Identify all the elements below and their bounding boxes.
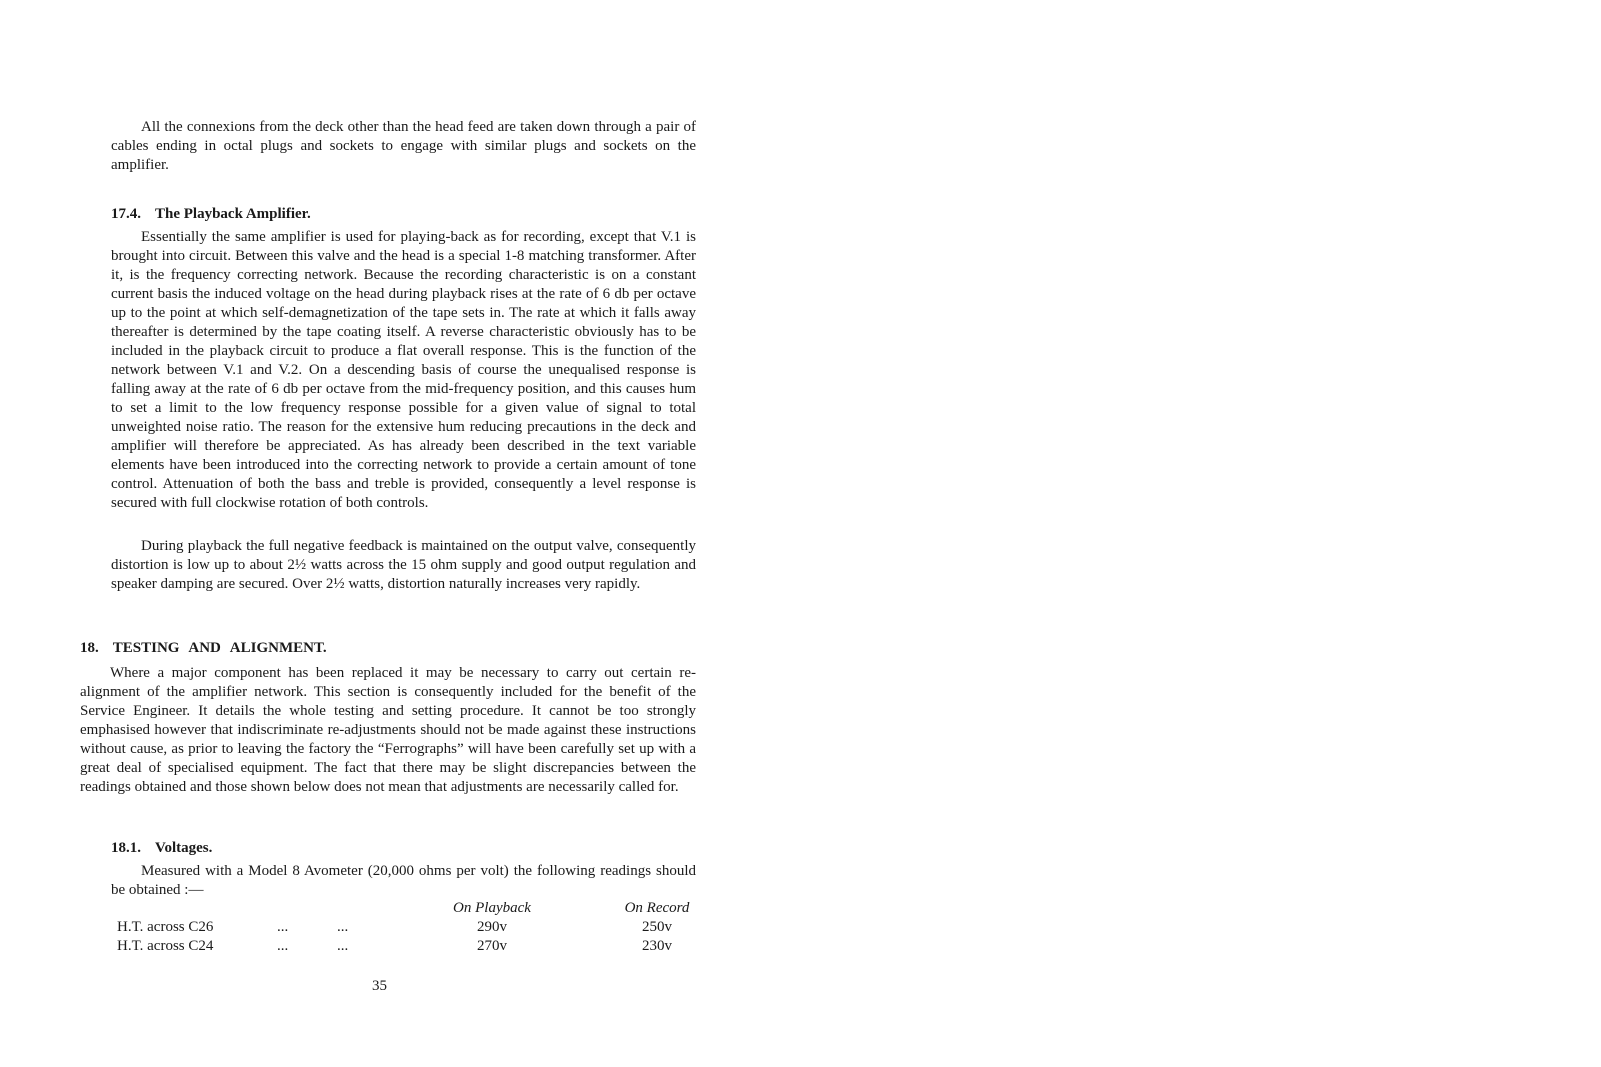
section-18-1-heading: [111, 840, 212, 857]
voltage-table: [117, 899, 747, 956]
section-number: 18.: [80, 640, 99, 656]
leader-dots: ...: [337, 919, 349, 935]
row-label: H.T. across C26: [117, 919, 214, 935]
intro-paragraph: All the connexions from the deck other than the head feed are taken down through a pair of cables ending in octal plugs and sockets to engage with similar plugs and sockets on the amplifier.: [111, 119, 696, 173]
section-title: The Playback Amplifier.: [155, 206, 311, 222]
playback-value: 270v: [477, 938, 507, 954]
leader-dots: ...: [277, 938, 289, 954]
leader-dots: ...: [337, 938, 349, 954]
table-row: [117, 937, 747, 956]
table-row: [117, 918, 747, 937]
row-label: H.T. across C24: [117, 938, 214, 954]
section-18-heading: [80, 640, 327, 657]
col-header-playback: On Playback: [453, 900, 531, 916]
record-value: 230v: [642, 938, 672, 954]
table-header-row: [117, 899, 747, 918]
playback-value: 290v: [477, 919, 507, 935]
playback-paragraph-1: Essentially the same amplifier is used for playing-back as for recording, except that V.1 is brought into circuit. Between this valve and the head is a special 1-8 matching transformer. After it, is the frequency correcting network. Because the recording characteristic is on a constant current basis the induced voltage on the head during playback rises at the rate of 6 db per octave up to the point at which self-demagnetization of the tape sets in. The rate at which it falls away thereafter is determined by the tape coating itself. A reverse characteristic obviously has to be included in the playback circuit to produce a flat overall response. This is the function of the network between V.1 and V.2. On a descending basis of course the unequalised response is falling away at the rate of 6 db per octave from the mid-frequency position, and this causes hum to set a limit to the low frequency response possible for a given value of signal to total unweighted noise ratio. The reason for the extensive hum reducing precautions in the deck and amplifier will therefore be appreciated. As has already been described in the text variable elements have been introduced into the correcting network to provide a certain amount of tone control. Attenuation of both the bass and treble is provided, consequently a level response is secured with full clockwise rotation of both controls.: [111, 229, 696, 511]
leader-dots: ...: [277, 919, 289, 935]
voltages-paragraph: Measured with a Model 8 Avometer (20,000 ohms per volt) the following readings should be obtained :—: [111, 863, 696, 898]
col-header-record: On Record: [624, 900, 690, 916]
section-title: Voltages.: [155, 840, 213, 856]
playback-paragraph-2: During playback the full negative feedback is maintained on the output valve, consequently distortion is low up to about 2½ watts across the 15 ohm supply and good output regulation and speaker damping are secured. Over 2½ watts, distortion naturally increases very rapidly.: [111, 538, 696, 592]
record-value: 250v: [642, 919, 672, 935]
section-number: 18.1.: [111, 840, 141, 856]
page-number: 35: [372, 978, 387, 994]
section-title: TESTING AND ALIGNMENT.: [112, 640, 327, 656]
section-number: 17.4.: [111, 206, 141, 222]
testing-paragraph: Where a major component has been replaced it may be necessary to carry out certain re-alignment of the amplifier network. This section is consequently included for the benefit of the Service Engineer. It details the whole testing and setting procedure. It cannot be too strongly emphasised however that indiscriminate re-adjustments should not be made against these instructions without cause, as prior to leaving the factory the “Ferrographs” will have been carefully set up with a great deal of specialised equipment. The fact that there may be slight discrepancies between the readings obtained and those shown below does not mean that adjustments are necessarily called for.: [80, 665, 696, 795]
section-17-4-heading: [111, 206, 311, 223]
